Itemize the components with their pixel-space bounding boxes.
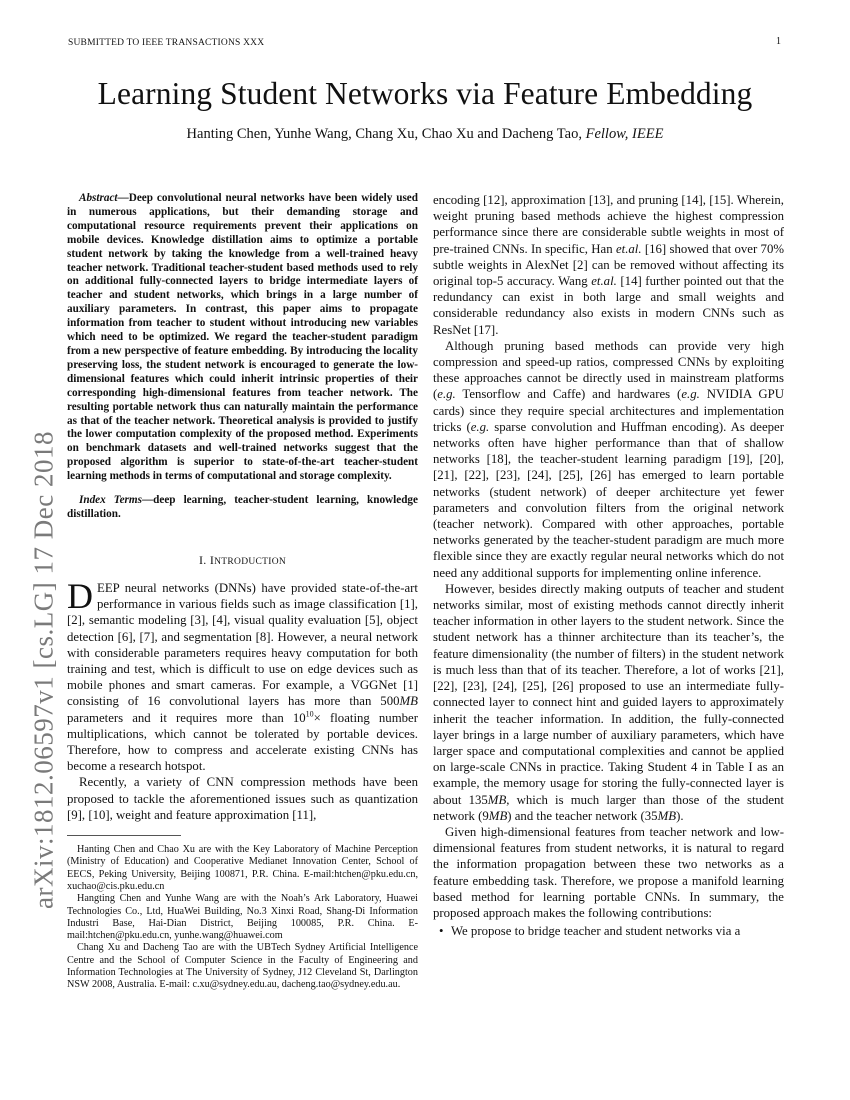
- abstract: [67, 192, 418, 484]
- abstract-text: —Deep convolutional neural networks have been widely used in numerous applications, but their demanding storage and computational resource requirements prevent their applications on mobile devices. Knowledge distillation aims to optimize a portable student network by taking the knowledge from a well-trained heavy teacher network. Traditional teacher-student based methods used to rely on additional fully-connected layers to bridge intermediate layers of teacher and student networks, which brings in a large number of auxiliary parameters. In contrast, this paper aims to propagate information from teacher to student without introducing new variables which need to be optimized. We regard the teacher-student paradigm from a new perspective of feature embedding. By introducing the locality preserving loss, the student network is encouraged to generate the low-dimensional features which could inherit intrinsic properties of their corresponding high-dimensional features from teacher network. The resulting portable network thus can naturally maintain the performance as that of the teacher network. Theoretical analysis is provided to justify the lower computation complexity of the proposed method. Experiments on benchmark datasets and well-trained networks suggest that the proposed algorithm is superior to state-of-the-art teacher-student learning methods in terms of computational and storage complexity.: [67, 192, 418, 483]
- intro-paragraph-2: Recently, a variety of CNN compression methods have been proposed to tackle the aforementioned issues such as quantization [9], [10], weight and feature approximation [11],: [67, 775, 418, 822]
- intro-paragraph-1: DEEP neural networks (DNNs) have provided state-of-the-art performance in various fields such as image classification [1], [2], semantic modeling [3], [4], visual quality evaluation [5], object detection [6], [7], and segmentation [8]. However, a neural network with considerable parameters requires heavy computation for both training and test, which is difficult to use on edge devices such as mobile phones and smart cameras. For example, a VGGNet [1] consisting of 16 convolutional layers has more than 500MB parameters and it requires more than $10^{10}\times$ floating number multiplications, which cannot be tolerated by portable devices. Therefore, how to compress and accelerate existing CNNs has become a research hotspot.: [67, 576, 418, 774]
- right-paragraph-4: Given high-dimensional features from teacher network and low-dimensional features from student networks, it is natural to regard the information propagation between these two networks as a feature embedding task. Therefore, we propose a manifold learning based method for learning portable CNNs. In summary, the proposed approach makes the following contributions:: [433, 824, 784, 920]
- abstract-label: Abstract: [79, 192, 118, 204]
- list-item: • We propose to bridge teacher and student networks via a: [439, 924, 741, 939]
- footnotes: [67, 844, 418, 992]
- contributions-list: [433, 923, 784, 939]
- index-terms: [67, 494, 418, 522]
- index-terms-text: —deep learning, teacher-student learning, knowledge distillation.: [67, 494, 418, 520]
- author-line: [0, 126, 850, 143]
- author-names: Hanting Chen, Yunhe Wang, Chang Xu, Chao Xu and Dacheng Tao,: [186, 126, 582, 142]
- running-header: SUBMITTED TO IEEE TRANSACTIONS XXX: [68, 38, 265, 48]
- right-column: [433, 192, 784, 939]
- right-paragraph-3: However, besides directly making outputs of teacher and student networks similar, most of existing methods cannot directly inherit teacher information in other layers to the student network. Since the student network has a thinner architecture than its teacher’s, the feature dimensionality (the number of filters) in the student network is much less than that of its teacher. Therefore, a lot of works [21], [22], [23], [24], [25], [26] proposed to use an intermediate fully-connected layer to connect hint and guided layers to approximately inherit the teacher information. In addition, the fully-connected layer brings in a large number of auxiliary parameters, which have larger space and computational complexities and cannot be applied on large-scale CNNs in practice. Taking Student 4 in Table I as an example, the memory usage for storing the fully-connected layer is about 135MB, which is much larger than those of the student network (9MB) and the teacher network (35MB).: [433, 581, 784, 823]
- footnote-divider: [67, 835, 181, 836]
- footnote-affiliation-1: Hanting Chen and Chao Xu are with the Key Laboratory of Machine Perception (Ministry of Education) and Cooperative Medianet Innovation Center, School of EECS, Peking University, Beijing 100871, P.R. China. E-mail:htchen@pku.edu.cn, xuchao@cis.pku.edu.cn: [67, 844, 418, 892]
- index-terms-label: Index Terms: [79, 494, 142, 507]
- arxiv-identifier-stamp: arXiv:1812.06597v1 [cs.LG] 17 Dec 2018: [28, 431, 59, 909]
- footnote-affiliation-3: Chang Xu and Dacheng Tao are with the UBTech Sydney Artificial Intelligence Centre and the School of Computer Science in the Faculty of Engineering and Information Technologies at The University of Sydney, J12 Cleveland St, Darlington NSW 2008, Australia. E-mail: c.xu@sydney.edu.au, dacheng.tao@sydney.edu.au.: [67, 942, 418, 991]
- drop-cap: D: [67, 576, 93, 617]
- bullet-icon: •: [439, 924, 444, 939]
- author-fellow: Fellow, IEEE: [585, 126, 664, 142]
- footnote-affiliation-2: Hangting Chen and Yunhe Wang are with the Noah’s Ark Laboratory, Huawei Technologies Co., Ltd, HuaWei Building, No.3 Xinxi Road, Shang-Di Information Industri Base, Hai-Dian District, Beijing 100085, P.R. China. E-mail:htchen@pku.edu.cn, yunhe.wang@huawei.com: [67, 893, 418, 942]
- left-column: [67, 192, 418, 992]
- right-paragraph-2: Although pruning based methods can provide very high compression and speed-up ratios, compressed CNNs by exploiting these approaches cannot be directly used in mainstream platforms (e.g. Tensorflow and Caffe) and hardwares (e.g. NVIDIA GPU cards) since they require special architectures and implementation tricks (e.g. sparse convolution and Huffman encoding). As deeper networks often have higher performance than that of shallow networks [18], the teacher-student learning paradigm [19], [20], [21], [22], [23], [24], [25], [26] has emerged to learn portable networks (student network) of deeper architecture yet fewer parameters and convolution filters from the original network (teacher network). Compared with other approaches, portable networks generated by the teacher-student paradigm are much more flexible since they are exactly regular neural networks which do not need any additional supports for implementing online inference.: [433, 338, 784, 580]
- section-heading-introduction: I. INTRODUCTION: [198, 552, 287, 567]
- paper-title: Learning Student Networks via Feature Embedding: [97, 76, 753, 111]
- page-number: 1: [776, 36, 781, 47]
- right-paragraph-1: encoding [12], approximation [13], and pruning [14], [15]. Wherein, weight pruning based methods achieve the highest compression performance since there are considerable subtle weights in most of pre-trained CNNs. In specific, Han et.al. [16] showed that over 70% subtle weights in AlexNet [2] can be removed without affecting its original top-5 accuracy. Wang et.al. [14] further pointed out that the redundancy can exist in both large and small weights and considerable redundancy also exists in modern CNNs such as ResNet [17].: [433, 193, 784, 337]
